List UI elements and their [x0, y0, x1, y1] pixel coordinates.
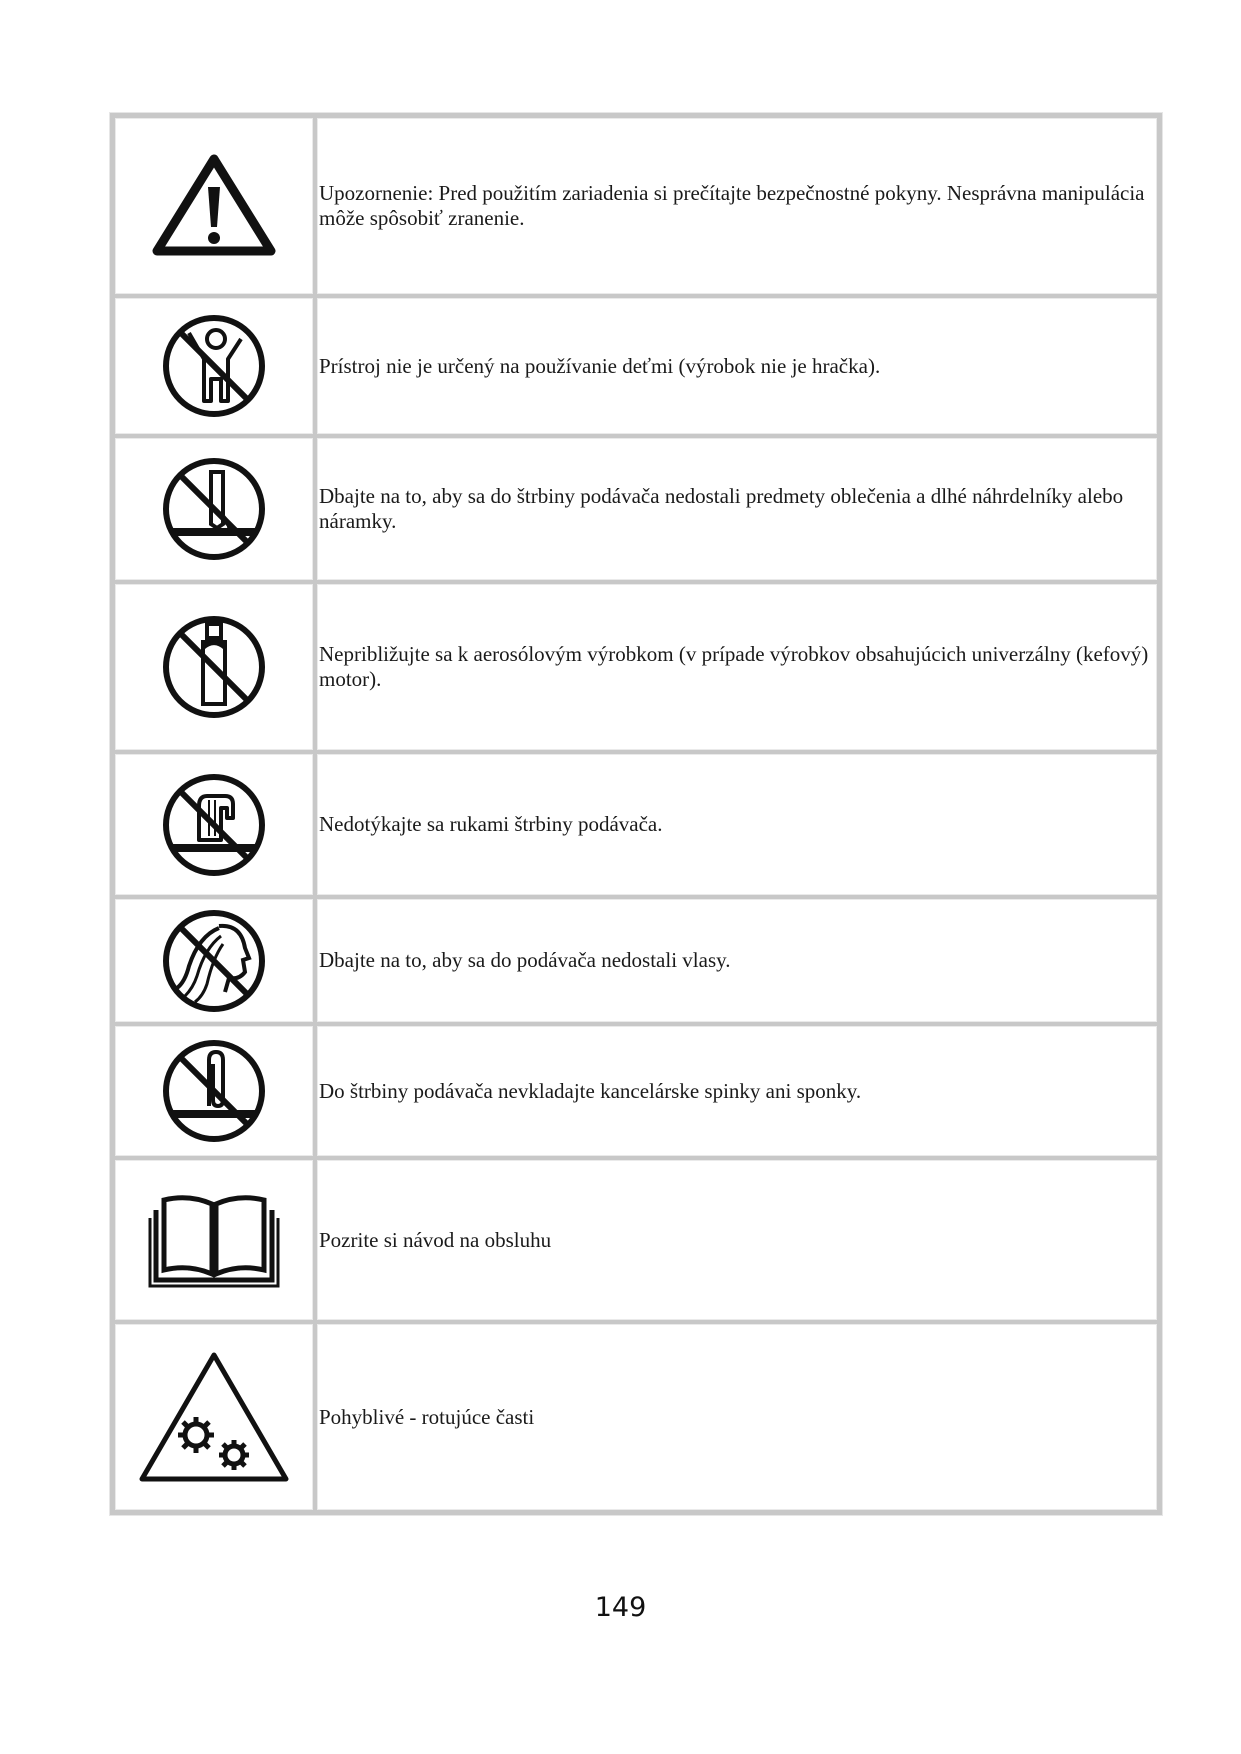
icon-cell: [113, 436, 315, 582]
table-row: [113, 1158, 1159, 1322]
no-aerosol-icon: [159, 612, 269, 722]
icon-cell: [113, 582, 315, 752]
no-hair-icon: [159, 906, 269, 1016]
page-number: 149: [594, 1592, 647, 1623]
icon-cell: [113, 116, 315, 296]
symbol-description: Pohyblivé - rotujúce časti: [315, 1322, 1159, 1512]
table-row: [113, 296, 1159, 436]
icon-cell: [113, 752, 315, 897]
rotating-parts-icon: [134, 1347, 294, 1487]
read-manual-icon: [144, 1190, 284, 1290]
symbol-description: Dbajte na to, aby sa do podávača nedostali vlasy.: [315, 897, 1159, 1024]
icon-cell: [113, 1322, 315, 1512]
icon-cell: [113, 1158, 315, 1322]
symbol-description: Dbajte na to, aby sa do štrbiny podávača nedostali predmety oblečenia a dlhé náhrdelníky alebo náramky.: [315, 436, 1159, 582]
table-row: [113, 752, 1159, 897]
symbol-description: Pozrite si návod na obsluhu: [315, 1158, 1159, 1322]
table-row: [113, 897, 1159, 1024]
symbol-description: Prístroj nie je určený na používanie deťmi (výrobok nie je hračka).: [315, 296, 1159, 436]
icon-cell: [113, 296, 315, 436]
warning-triangle-icon: [149, 151, 279, 261]
no-paperclips-icon: [159, 1036, 269, 1146]
table-row: [113, 1024, 1159, 1158]
symbol-description: Do štrbiny podávača nevkladajte kancelárske spinky ani sponky.: [315, 1024, 1159, 1158]
symbol-description: Upozornenie: Pred použitím zariadenia si prečítajte bezpečnostné pokyny. Nesprávna manipulácia môže spôsobiť zranenie.: [315, 116, 1159, 296]
safety-symbols-table: [110, 113, 1162, 1515]
icon-cell: [113, 897, 315, 1024]
icon-cell: [113, 1024, 315, 1158]
no-children-icon: [159, 311, 269, 421]
symbol-description: Nepribližujte sa k aerosólovým výrobkom (v prípade výrobkov obsahujúcich univerzálny (kefový) motor).: [315, 582, 1159, 752]
table-row: [113, 1322, 1159, 1512]
symbol-description: Nedotýkajte sa rukami štrbiny podávača.: [315, 752, 1159, 897]
no-clothing-necklace-icon: [159, 454, 269, 564]
no-hands-icon: [159, 770, 269, 880]
table-row: [113, 582, 1159, 752]
table-row: [113, 116, 1159, 296]
table-row: [113, 436, 1159, 582]
